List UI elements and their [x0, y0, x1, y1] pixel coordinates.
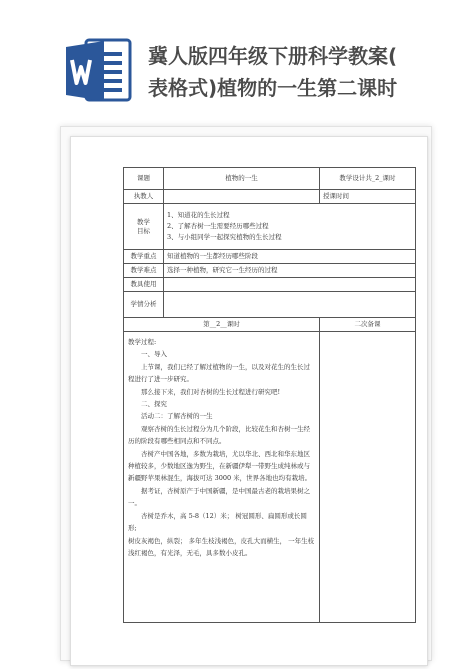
- body-line: 程进行了进一步研究。: [128, 375, 193, 384]
- table-row: [124, 264, 416, 278]
- tools-value: [164, 278, 416, 292]
- body-line: 杏树产中国各地，多数为栽培，尤以华北、西北和华东地区: [141, 449, 310, 458]
- teaching-process: [124, 332, 320, 623]
- body-line: 种植较多，少数地区逸为野生，在新疆伊犁一带野生成纯林或与: [128, 462, 310, 471]
- tools-label: 教具使用: [124, 278, 164, 292]
- goals-list: [164, 204, 416, 250]
- key-point-label: 教学重点: [124, 250, 164, 264]
- table-row: [124, 250, 416, 264]
- table-row: [124, 168, 416, 190]
- body-line: 二、探究: [141, 400, 167, 409]
- body-line: 一。: [128, 499, 141, 508]
- goal-item: 1、知道花的生长过程: [167, 211, 230, 219]
- table-row: [124, 204, 416, 250]
- teacher-value: [164, 190, 320, 204]
- body-line: 教学过程:: [128, 338, 157, 346]
- body-line: 活动二：了解杏树的一生: [141, 412, 213, 421]
- goals-label-line-1: 教学: [137, 217, 150, 226]
- word-document-icon: [64, 38, 134, 104]
- body-line: 一、导入: [141, 350, 167, 359]
- lesson-plan-table: [123, 167, 416, 623]
- body-line: 树皮灰褐色，纵裂； 多年生枝浅褐色，皮孔大而横生， 一年生枝: [128, 536, 315, 545]
- table-row: [124, 332, 416, 623]
- key-point-text: 知道植物的一生都经历哪些阶段: [164, 250, 416, 264]
- body-line: 观察杏树的生长过程分为几个阶段，比较花生和杏树一生经: [141, 424, 310, 433]
- body-line: 杏树是乔木，高 5-8（12）米； 树冠圆形、扁圆形或长圆形;: [128, 511, 307, 533]
- page-title: [148, 40, 468, 104]
- difficulty-text: 选择一种植物，研究它一生经历的过程: [164, 264, 416, 278]
- body-line: 上节课，我们已经了解过植物的一生，以及对花生的生长过: [141, 362, 310, 371]
- body-line: 浅红褐色，有光泽，无毛，具多数小皮孔。: [128, 548, 252, 557]
- design-hours: 教学设计共_2_课时: [320, 168, 416, 190]
- goals-label-line-2: 目标: [137, 226, 150, 235]
- body-line: 那么接下来，我们对杏树的生长过程进行研究吧!: [141, 387, 281, 396]
- lesson-time-label: 授课时间: [320, 190, 416, 204]
- analysis-label: 学情分析: [124, 292, 164, 318]
- table-row: [124, 318, 416, 332]
- difficulty-label: 教学难点: [124, 264, 164, 278]
- goal-item: 2、了解杏树一生需要经历哪些过程: [167, 222, 269, 230]
- goals-label: [124, 204, 164, 250]
- topic-label: 课题: [124, 168, 164, 190]
- topic-value: 植物的一生: [164, 168, 320, 190]
- header: [0, 0, 474, 112]
- table-row: [124, 292, 416, 318]
- title-line-1: 冀人版四年级下册科学教案(: [148, 44, 398, 68]
- revision-cell: [320, 332, 416, 623]
- table-row: [124, 190, 416, 204]
- revision-label: 二次备课: [320, 318, 416, 332]
- body-line: 历的阶段有哪些相同点和不同点。: [128, 437, 226, 446]
- lesson-number: 第__2__课时: [124, 318, 320, 332]
- teacher-label: 执教人: [124, 190, 164, 204]
- goal-item: 3、与小组同学一起探究植物的生长过程: [167, 233, 282, 241]
- document-page: [70, 136, 428, 666]
- table-row: [124, 278, 416, 292]
- body-line: 据考证，杏树原产于中国新疆，是中国最古老的栽培果树之: [141, 486, 310, 495]
- body-line: 新疆野苹果林混生，海拔可达 3000 米，世界各地也均有栽培。: [128, 474, 312, 483]
- analysis-value: [164, 292, 416, 318]
- title-line-2: 表格式)植物的一生第二课时: [148, 76, 398, 100]
